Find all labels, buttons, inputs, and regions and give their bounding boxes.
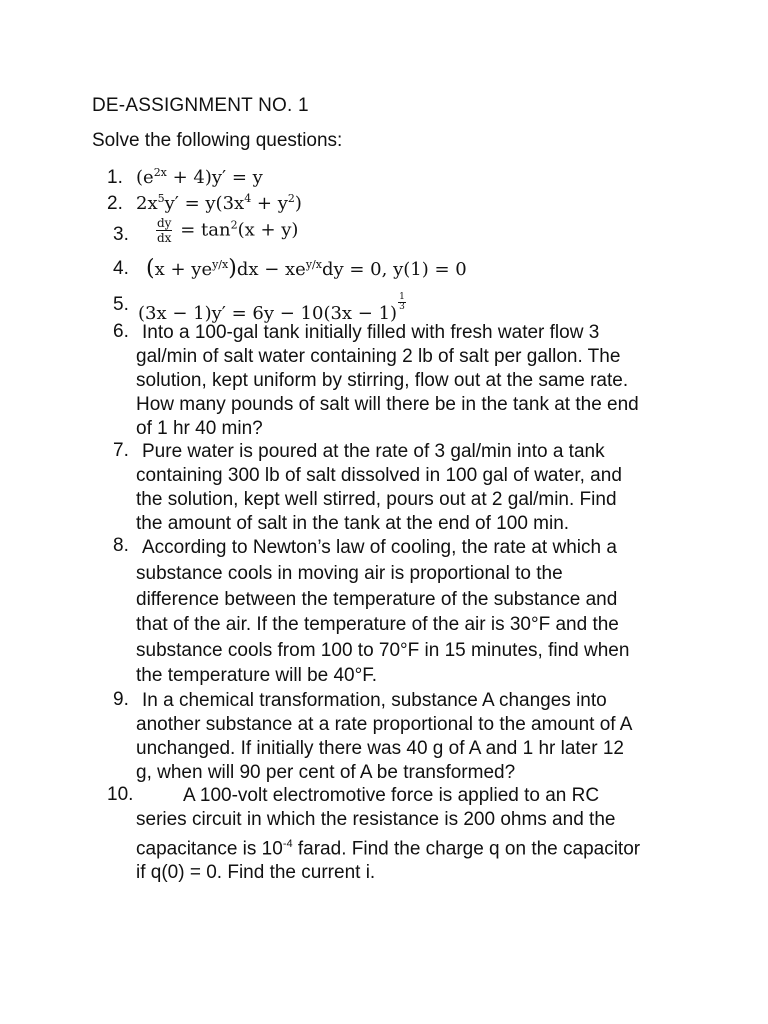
question-8-line: the temperature will be 40°F. [136,665,377,686]
question-6-line: Into a 100-gal tank initially filled with fresh water flow 3 [142,322,600,343]
question-2-equation: $2x^5y' = y(3x^4 + y^2)$ [136,192,302,214]
capacitance-exponent: -4 [282,838,293,850]
question-6-text-continued [136,345,696,441]
question-7-line: the solution, kept well stirred, pours out at 2 gal/min. Find [136,489,617,510]
capacitance-suffix: farad. Find the charge q on the capacitor [292,838,641,860]
question-7-text [142,440,702,464]
question-6-line: of 1 hr 40 min? [136,418,263,439]
question-8-line: According to Newton’s law of cooling, the rate at which a [142,537,617,558]
capacitance-prefix: capacitance is 10 [136,838,283,860]
question-8-text [142,535,702,561]
question-2-number: 2. [107,193,123,214]
question-9-line: g, when will 90 per cent of A be transformed? [136,762,516,783]
question-8-line: difference between the temperature of the substance and [136,588,618,610]
question-10-line: A 100-volt electromotive force is applied to an RC [183,785,600,806]
question-6-line: gal/min of salt water containing 2 lb of salt per gallon. The [136,346,621,367]
question-9-number: 9. [113,689,129,710]
instruction-text: Solve the following questions: [92,130,343,151]
question-8-text-continued [136,561,696,689]
question-8-line: that of the air. If the temperature of the air is 30°F and the [136,614,619,635]
question-1-equation: $(e^{2x} + 4)y' = y$ [136,166,263,188]
question-3-number: 3. [113,224,129,245]
question-10-line: if q(0) = 0. Find the current i. [136,862,376,884]
one-third-exponent: $\frac{1}{3}$ [399,292,405,312]
question-9-line: In a chemical transformation, substance A changes into [142,690,607,711]
question-10-line [136,832,696,861]
question-9-text [142,689,702,713]
question-6-line: solution, kept uniform by stirring, flow out at the same rate. [136,370,629,391]
question-8-line: substance cools from 100 to 70°F in 15 minutes, find when [136,639,630,661]
question-5-equation: (3x − 1)y′ = 6y − 10(3x − 1) $\frac{1}{3}$ [138,292,405,324]
question-9-text-continued [136,713,696,785]
question-4-equation: $(x + ye^{y/x})dx - xe^{y/x}dy = 0$, y(1) = 0 [146,256,467,281]
question-10-text [183,784,703,808]
question-6-number: 6. [113,321,129,342]
question-10-text-continued [136,808,696,885]
dy-dx-fraction: $\frac{dy}{dx}$ [157,216,172,245]
question-3-equation: $\frac{dy}{dx}$ = $\tan^2(x + y)$ [157,216,299,245]
question-10-number: 10. [107,784,134,805]
question-7-text-continued [136,464,696,536]
question-6-line: How many pounds of salt will there be in the tank at the end [136,394,639,415]
question-1-number: 1. [107,167,123,188]
question-7-line: the amount of salt in the tank at the end of 100 min. [136,513,570,534]
question-7-line: containing 300 lb of salt dissolved in 100 gal of water, and [136,465,622,486]
question-9-line: another substance at a rate proportional to the amount of A [136,714,633,735]
question-7-line: Pure water is poured at the rate of 3 gal/min into a tank [142,441,605,462]
assignment-title: DE-ASSIGNMENT NO. 1 [92,95,309,116]
question-6-text [142,321,702,345]
question-8-line: substance cools in moving air is proportional to the [136,563,563,584]
question-9-line: unchanged. If initially there was 40 g of A and 1 hr later 12 [136,738,624,759]
question-7-number: 7. [113,440,129,461]
question-5-number: 5. [113,294,129,315]
question-8-number: 8. [113,535,129,556]
question-10-line: series circuit in which the resistance is 200 ohms and the [136,809,616,830]
question-4-number: 4. [113,258,129,279]
